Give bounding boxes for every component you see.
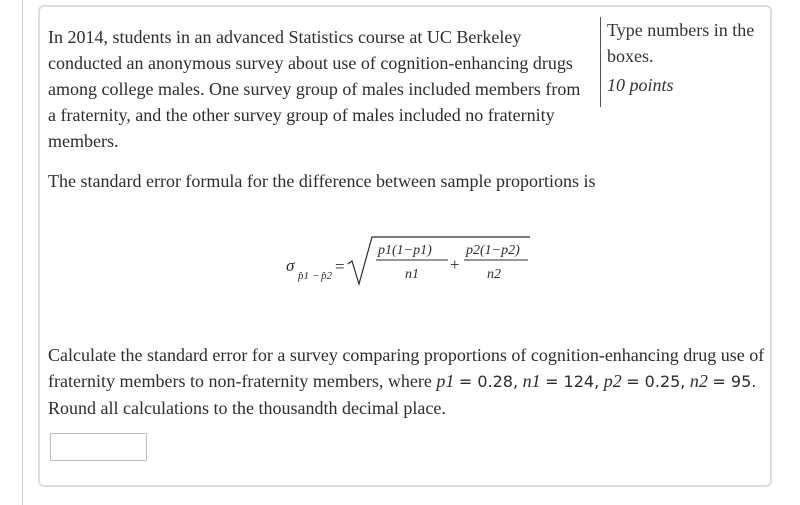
formula-plus: + [450,255,460,274]
question-sidebar [600,17,770,107]
n2-value: = 95. [712,372,757,391]
p1-label: p1 [436,371,455,391]
formula-intro: The standard error formula for the difference between sample proportions is [48,171,596,191]
formula-sub-minus: − [313,270,320,282]
formula-num2: p2(1−p2) [466,243,520,258]
question-intro: In 2014, students in an advanced Statistics course at UC Berkeley conducted an anonymous survey about use of cognition-enhancing drugs among college males. One survey group of males included members from a fraternity, and the other survey group of males included no fraternity members. [48,27,581,151]
p2-label: p2 [603,371,622,391]
calc-intro: Calculate the standard error for a survey comparing proportions of cognition-enhancing drug use of fraternity members to non-fraternity members, where [48,345,765,391]
formula-den1: n1 [405,267,419,282]
n2-label: n2 [689,371,708,391]
formula-sub-phat2: p̂2 [321,270,332,282]
formula-den2: n2 [487,267,501,282]
formula-sigma: σ [286,256,295,275]
page-left-rule [22,0,23,505]
p1-value: = 0.28, [458,372,519,391]
answer-input[interactable] [50,433,147,461]
standard-error-formula [280,228,540,290]
rounding-note: Round all calculations to the thousandth decimal place. [48,398,446,418]
formula-num1: p1(1−p1) [378,243,432,258]
input-instruction: Type numbers in the boxes. [607,20,755,66]
n1-value: = 124, [545,372,600,391]
n1-label: n1 [522,371,541,391]
calculation-prompt [48,342,768,421]
formula-sub-phat1: p̂1 [298,270,309,282]
points-label: 10 points [607,75,674,95]
p2-value: = 0.25, [626,372,686,391]
formula-equals: = [335,257,345,276]
